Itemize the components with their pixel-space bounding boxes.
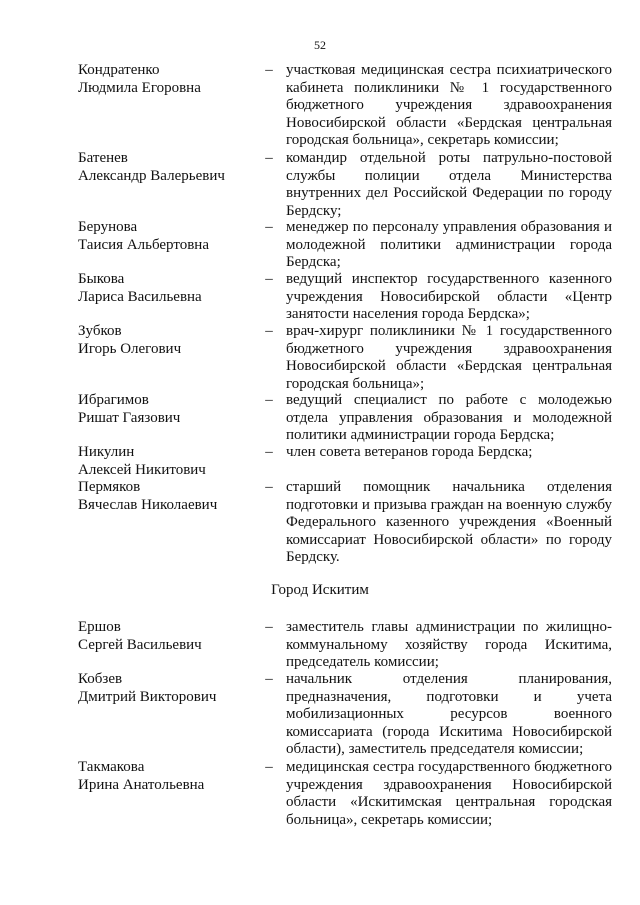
- section-heading: Город Искитим: [271, 582, 369, 598]
- member-dash: –: [265, 62, 273, 78]
- member-role: старший помощник начальника отделения подготовки и призыва граждан на военную службу Федерального казенного учреждения «Военный комиссариат Новосибирской области» по городу Бердску.: [286, 479, 612, 566]
- member-surname: Берунова: [78, 219, 138, 235]
- member-surname: Зубков: [78, 323, 122, 339]
- member-dash: –: [265, 619, 273, 635]
- member-role: медицинская сестра государственного бюджетного учреждения здравоохранения Новосибирской области «Искитимская центральная городская больница», секретарь комиссии;: [286, 759, 612, 828]
- page-number: 52: [314, 38, 326, 52]
- member-name: [78, 150, 253, 185]
- member-dash: –: [265, 323, 273, 339]
- member-dash: –: [265, 479, 273, 495]
- member-dash: –: [265, 759, 273, 775]
- member-given-names: Александр Валерьевич: [78, 167, 225, 184]
- member-dash: –: [265, 150, 273, 166]
- member-given-names: Алексей Никитович: [78, 461, 206, 478]
- member-given-names: Дмитрий Викторович: [78, 688, 217, 705]
- member-role: начальник отделения планирования, предназначения, подготовки и учета мобилизационных ресурсов военного комиссариата (города Искитима Новосибирской области), заместитель председателя комиссии;: [286, 671, 612, 758]
- member-given-names: Сергей Васильевич: [78, 636, 202, 653]
- member-role: менеджер по персоналу управления образования и молодежной политики администрации города Бердска;: [286, 219, 612, 271]
- member-surname: Пермяков: [78, 479, 141, 495]
- member-given-names: Людмила Егоровна: [78, 79, 201, 96]
- member-role: ведущий инспектор государственного казенного учреждения Новосибирской области «Центр занятости населения города Бердска»;: [286, 271, 612, 323]
- member-name: [78, 271, 253, 306]
- member-name: [78, 671, 253, 706]
- member-surname: Кондратенко: [78, 62, 160, 78]
- member-role: член совета ветеранов города Бердска;: [286, 444, 533, 460]
- member-name: [78, 444, 253, 479]
- member-surname: Такмакова: [78, 759, 145, 775]
- member-given-names: Вячеслав Николаевич: [78, 496, 218, 513]
- member-name: [78, 219, 253, 254]
- member-role: командир отдельной роты патрульно-постовой службы полиции отдела Министерства внутренних дел Российской Федерации по городу Бердску;: [286, 150, 612, 219]
- member-dash: –: [265, 671, 273, 687]
- member-given-names: Ирина Анатольевна: [78, 776, 205, 793]
- member-name: [78, 323, 253, 358]
- member-given-names: Лариса Васильевна: [78, 288, 202, 305]
- member-role: участковая медицинская сестра психиатрического кабинета поликлиники № 1 государственного бюджетного учреждения здравоохранения Новосибирской области «Бердская центральная городская больница», секретарь комиссии;: [286, 62, 612, 149]
- member-name: [78, 759, 253, 794]
- member-surname: Батенев: [78, 150, 128, 166]
- member-surname: Никулин: [78, 444, 135, 460]
- member-dash: –: [265, 219, 273, 235]
- member-name: [78, 619, 253, 654]
- member-role: врач-хирург поликлиники № 1 государственного бюджетного учреждения здравоохранения Новосибирской области «Бердская центральная городская больница»;: [286, 323, 612, 392]
- member-name: [78, 392, 253, 427]
- member-name: [78, 62, 253, 97]
- member-role: заместитель главы администрации по жилищно-коммунальному хозяйству города Искитима, председатель комиссии;: [286, 619, 612, 671]
- member-given-names: Ришат Гаязович: [78, 409, 181, 426]
- member-given-names: Таисия Альбертовна: [78, 236, 209, 253]
- member-given-names: Игорь Олегович: [78, 340, 182, 357]
- member-name: [78, 479, 253, 514]
- member-role: ведущий специалист по работе с молодежью отдела управления образования и молодежной политики администрации города Бердска;: [286, 392, 612, 444]
- member-surname: Кобзев: [78, 671, 123, 687]
- member-surname: Ибрагимов: [78, 392, 149, 408]
- member-surname: Быкова: [78, 271, 125, 287]
- member-dash: –: [265, 444, 273, 460]
- member-surname: Ершов: [78, 619, 121, 635]
- member-dash: –: [265, 271, 273, 287]
- member-dash: –: [265, 392, 273, 408]
